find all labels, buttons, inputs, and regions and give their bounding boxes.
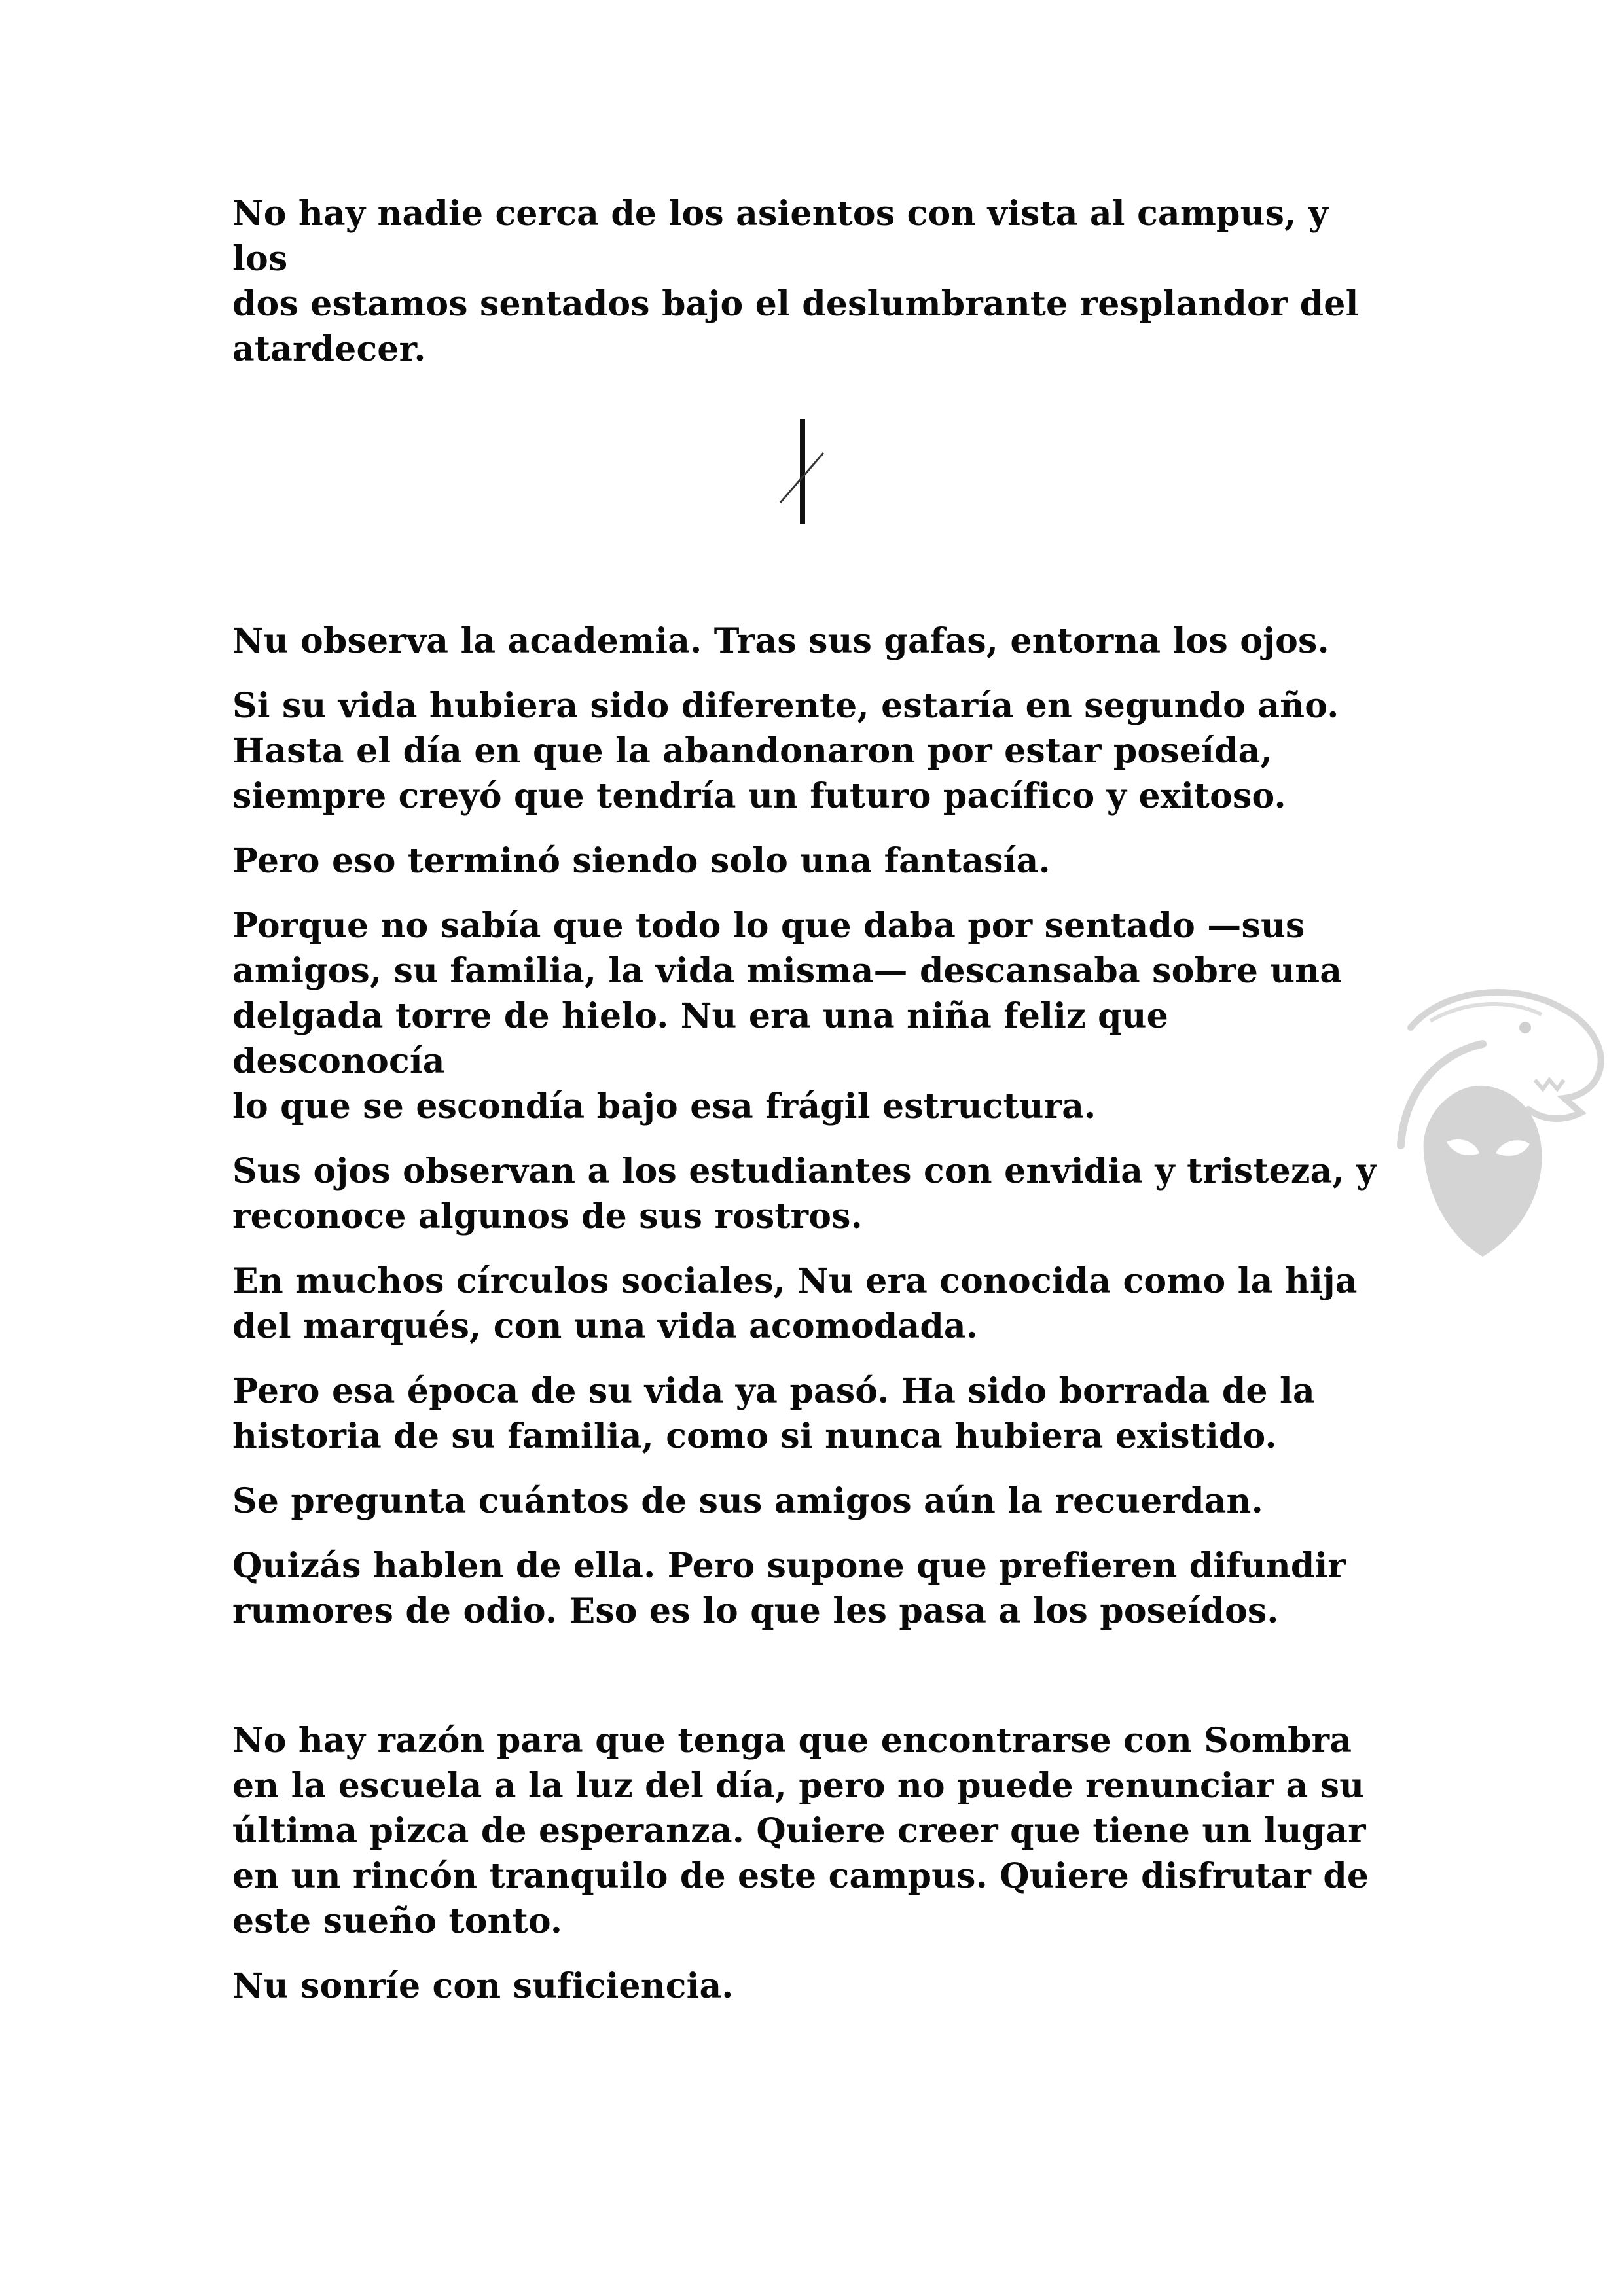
opening-section bbox=[232, 191, 1384, 372]
scene-break-icon bbox=[772, 412, 844, 530]
paragraph: No hay razón para que tenga que encontrarse con Sombra en la escuela a la luz del día, pero no puede renunciar a su última pizca de esperanza. Quiere creer que tiene un lugar en un rincón tranquilo de este campus. Quiere disfrutar de este sueño tonto. bbox=[232, 1721, 1369, 1941]
paragraph: No hay nadie cerca de los asientos con vista al campus, y los dos estamos sentados bajo el deslumbrante resplandor del atardecer. bbox=[232, 194, 1359, 369]
paragraph: Sus ojos observan a los estudiantes con envidia y tristeza, y reconoce algunos de sus rostros. bbox=[232, 1151, 1377, 1236]
paragraph: Porque no sabía que todo lo que daba por sentado —sus amigos, su familia, la vida misma— descansaba sobre una delgada torre de hielo. Nu era una niña feliz que desconocía lo que se escondía bajo esa frágil estructura. bbox=[232, 906, 1343, 1126]
paragraph: Nu observa la academia. Tras sus gafas, entorna los ojos. bbox=[232, 621, 1329, 661]
paragraph: Se pregunta cuántos de sus amigos aún la recuerdan. bbox=[232, 1481, 1263, 1521]
paragraph: Quizás hablen de ella. Pero supone que prefieren difundir rumores de odio. Eso es lo que les pasa a los poseídos. bbox=[232, 1546, 1346, 1631]
dinosaur-watermark-icon bbox=[1384, 982, 1607, 1270]
paragraph: Pero esa época de su vida ya pasó. Ha sido borrada de la historia de su familia, como si nunca hubiera existido. bbox=[232, 1371, 1315, 1456]
middle-section bbox=[232, 619, 1384, 1634]
closing-section bbox=[232, 1718, 1384, 2009]
paragraph: Pero eso terminó siendo solo una fantasía. bbox=[232, 841, 1051, 881]
paragraph: En muchos círculos sociales, Nu era conocida como la hija del marqués, con una vida acomodada. bbox=[232, 1261, 1358, 1346]
paragraph: Si su vida hubiera sido diferente, estaría en segundo año. Hasta el día en que la abandonaron por estar poseída, siempre creyó que tendría un futuro pacífico y exitoso. bbox=[232, 686, 1339, 816]
paragraph: Nu sonríe con suficiencia. bbox=[232, 1966, 734, 2006]
